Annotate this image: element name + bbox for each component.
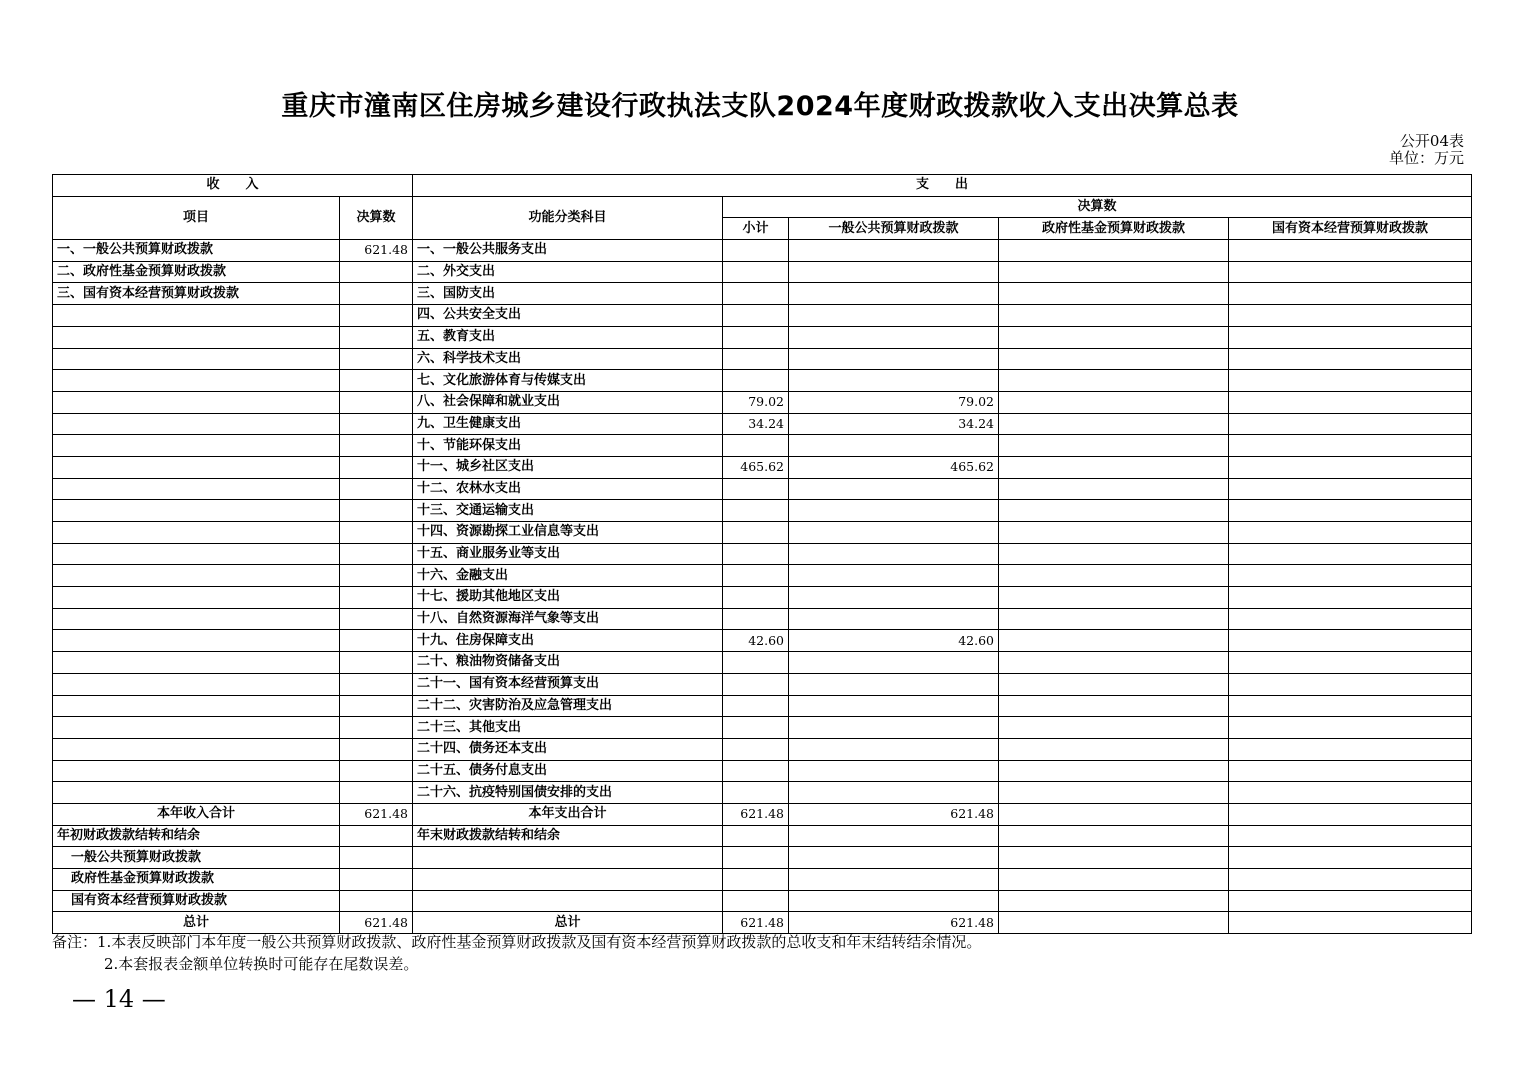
income-item <box>53 522 340 544</box>
income-amount <box>340 261 413 283</box>
state-capital-value <box>1229 652 1472 674</box>
income-amount <box>340 760 413 782</box>
page-number: — 14 — <box>72 985 166 1013</box>
subtotal-header: 小计 <box>723 218 789 240</box>
grand-general-value: 621.48 <box>789 912 999 934</box>
gov-fund-value <box>999 738 1229 760</box>
income-item <box>53 565 340 587</box>
income-amount <box>340 717 413 739</box>
empty-cell <box>340 869 413 891</box>
income-amount <box>340 587 413 609</box>
income-item <box>53 717 340 739</box>
carry-sub-row <box>53 869 1472 891</box>
income-amount <box>340 370 413 392</box>
annual-expense-total-label: 本年支出合计 <box>413 803 723 825</box>
income-amount <box>340 565 413 587</box>
empty-cell <box>1229 869 1472 891</box>
carry-sub-row <box>53 847 1472 869</box>
state-capital-value <box>1229 565 1472 587</box>
table-row <box>53 305 1472 327</box>
table-row <box>53 543 1472 565</box>
table-row <box>53 630 1472 652</box>
expense-subject: 一、一般公共服务支出 <box>413 240 723 262</box>
empty-cell <box>1229 847 1472 869</box>
table-row <box>53 456 1472 478</box>
general-value <box>789 565 999 587</box>
subtotal-value <box>723 261 789 283</box>
note-1: 备注：1.本表反映部门本年度一般公共预算财政拨款、政府性基金预算财政拨款及国有资本经营预算财政拨款的总收支和年末结转结余情况。 <box>52 933 982 951</box>
income-item <box>53 391 340 413</box>
state-capital-value <box>1229 500 1472 522</box>
table-row <box>53 261 1472 283</box>
empty-cell <box>723 847 789 869</box>
subtotal-value <box>723 760 789 782</box>
expense-subject: 十三、交通运输支出 <box>413 500 723 522</box>
income-item <box>53 500 340 522</box>
empty-cell <box>340 847 413 869</box>
income-amount <box>340 305 413 327</box>
expense-subject: 九、卫生健康支出 <box>413 413 723 435</box>
table-row <box>53 587 1472 609</box>
empty-cell <box>789 869 999 891</box>
income-amount <box>340 630 413 652</box>
subtotal-value <box>723 782 789 804</box>
expense-subject: 十六、金融支出 <box>413 565 723 587</box>
income-item <box>53 782 340 804</box>
state-capital-value <box>1229 370 1472 392</box>
expense-subject: 二十四、债务还本支出 <box>413 738 723 760</box>
empty-cell <box>999 869 1229 891</box>
grand-income-total-value: 621.48 <box>340 912 413 934</box>
end-carry-value <box>999 825 1229 847</box>
expense-subject: 二十、粮油物资储备支出 <box>413 652 723 674</box>
subtotal-value: 42.60 <box>723 630 789 652</box>
empty-cell <box>999 890 1229 912</box>
carry-sub-item: 政府性基金预算财政拨款 <box>53 869 340 891</box>
general-header: 一般公共预算财政拨款 <box>789 218 999 240</box>
income-item <box>53 348 340 370</box>
state-capital-value <box>1229 587 1472 609</box>
general-value <box>789 500 999 522</box>
begin-carry-value <box>340 825 413 847</box>
header-row-1 <box>53 175 1472 197</box>
amount-header: 决算数 <box>340 196 413 239</box>
table-row <box>53 391 1472 413</box>
subtotal-value <box>723 695 789 717</box>
gov-fund-value <box>999 500 1229 522</box>
income-item: 二、政府性基金预算财政拨款 <box>53 261 340 283</box>
gov-fund-value <box>999 283 1229 305</box>
annual-general-value: 621.48 <box>789 803 999 825</box>
empty-cell <box>723 869 789 891</box>
general-value <box>789 326 999 348</box>
annual-subtotal-value: 621.48 <box>723 803 789 825</box>
income-item <box>53 326 340 348</box>
table-row <box>53 370 1472 392</box>
gov-fund-value <box>999 717 1229 739</box>
gov-fund-value <box>999 348 1229 370</box>
state-capital-value <box>1229 283 1472 305</box>
gov-fund-value <box>999 652 1229 674</box>
income-amount <box>340 695 413 717</box>
income-item <box>53 435 340 457</box>
grand-expense-total-label: 总计 <box>413 912 723 934</box>
income-amount <box>340 348 413 370</box>
gov-fund-value <box>999 782 1229 804</box>
income-amount: 621.48 <box>340 240 413 262</box>
income-amount <box>340 478 413 500</box>
general-value <box>789 240 999 262</box>
expense-subject: 十七、援助其他地区支出 <box>413 587 723 609</box>
income-amount <box>340 738 413 760</box>
state-capital-value <box>1229 240 1472 262</box>
expense-subject: 十四、资源勘探工业信息等支出 <box>413 522 723 544</box>
income-amount <box>340 608 413 630</box>
empty-cell <box>789 847 999 869</box>
annual-state-capital-value <box>1229 803 1472 825</box>
general-value <box>789 543 999 565</box>
grand-income-total-label: 总计 <box>53 912 340 934</box>
income-amount <box>340 435 413 457</box>
subtotal-value <box>723 240 789 262</box>
subtotal-value <box>723 608 789 630</box>
expense-subject: 五、教育支出 <box>413 326 723 348</box>
gov-fund-value <box>999 326 1229 348</box>
general-value <box>789 305 999 327</box>
income-item: 一、一般公共预算财政拨款 <box>53 240 340 262</box>
general-value <box>789 261 999 283</box>
general-value <box>789 738 999 760</box>
income-amount <box>340 782 413 804</box>
income-amount <box>340 543 413 565</box>
subtotal-value <box>723 738 789 760</box>
table-row <box>53 673 1472 695</box>
expense-subject: 十八、自然资源海洋气象等支出 <box>413 608 723 630</box>
func-subject-header: 功能分类科目 <box>413 196 723 239</box>
subtotal-value: 34.24 <box>723 413 789 435</box>
state-capital-value <box>1229 782 1472 804</box>
subtotal-value <box>723 522 789 544</box>
annual-income-total-value: 621.48 <box>340 803 413 825</box>
income-item <box>53 760 340 782</box>
expense-subject: 十一、城乡社区支出 <box>413 456 723 478</box>
gov-fund-value <box>999 435 1229 457</box>
state-capital-value <box>1229 478 1472 500</box>
general-value <box>789 760 999 782</box>
item-header: 项目 <box>53 196 340 239</box>
gov-fund-value <box>999 305 1229 327</box>
budget-table <box>52 174 1472 934</box>
state-capital-value <box>1229 608 1472 630</box>
expense-subject: 十五、商业服务业等支出 <box>413 543 723 565</box>
gov-fund-value <box>999 760 1229 782</box>
subtotal-value: 465.62 <box>723 456 789 478</box>
subtotal-value <box>723 673 789 695</box>
expense-subject: 四、公共安全支出 <box>413 305 723 327</box>
state-capital-value <box>1229 348 1472 370</box>
income-amount <box>340 673 413 695</box>
state-capital-value <box>1229 543 1472 565</box>
table-row <box>53 522 1472 544</box>
income-item <box>53 738 340 760</box>
annual-income-total-label: 本年收入合计 <box>53 803 340 825</box>
subtotal-value <box>723 283 789 305</box>
state-capital-value <box>1229 717 1472 739</box>
table-row <box>53 738 1472 760</box>
expense-subject: 八、社会保障和就业支出 <box>413 391 723 413</box>
income-item <box>53 630 340 652</box>
end-carry-label: 年末财政拨款结转和结余 <box>413 825 723 847</box>
end-carry-value <box>1229 825 1472 847</box>
table-row <box>53 326 1472 348</box>
general-value <box>789 435 999 457</box>
expense-subject: 十二、农林水支出 <box>413 478 723 500</box>
income-amount <box>340 522 413 544</box>
expense-subject: 二、外交支出 <box>413 261 723 283</box>
gov-fund-value <box>999 240 1229 262</box>
general-value <box>789 673 999 695</box>
expense-subject: 二十一、国有资本经营预算支出 <box>413 673 723 695</box>
gov-fund-value <box>999 391 1229 413</box>
state-capital-value <box>1229 630 1472 652</box>
table-row <box>53 500 1472 522</box>
page-title: 重庆市潼南区住房城乡建设行政执法支队2024年度财政拨款收入支出决算总表 <box>281 91 1239 122</box>
state-capital-value <box>1229 673 1472 695</box>
subtotal-value <box>723 326 789 348</box>
expense-subject: 二十三、其他支出 <box>413 717 723 739</box>
gov-fund-value <box>999 478 1229 500</box>
state-capital-value <box>1229 435 1472 457</box>
general-value <box>789 522 999 544</box>
subtotal-value <box>723 717 789 739</box>
empty-cell <box>413 890 723 912</box>
expense-subject: 七、文化旅游体育与传媒支出 <box>413 370 723 392</box>
table-row <box>53 435 1472 457</box>
general-value <box>789 478 999 500</box>
subtotal-value <box>723 652 789 674</box>
table-row <box>53 478 1472 500</box>
general-value <box>789 283 999 305</box>
expense-header: 支 出 <box>413 175 1472 197</box>
gov-fund-value <box>999 261 1229 283</box>
general-value <box>789 348 999 370</box>
empty-cell <box>999 847 1229 869</box>
general-value: 42.60 <box>789 630 999 652</box>
income-item <box>53 695 340 717</box>
end-carry-value <box>723 825 789 847</box>
subtotal-value <box>723 305 789 327</box>
subtotal-value <box>723 543 789 565</box>
expense-subject: 二十二、灾害防治及应急管理支出 <box>413 695 723 717</box>
expense-subject: 六、科学技术支出 <box>413 348 723 370</box>
income-item <box>53 652 340 674</box>
state-capital-value <box>1229 695 1472 717</box>
income-amount <box>340 326 413 348</box>
carry-sub-row <box>53 890 1472 912</box>
gov-fund-header: 政府性基金预算财政拨款 <box>999 218 1229 240</box>
expense-subject: 二十五、债务付息支出 <box>413 760 723 782</box>
state-capital-value <box>1229 760 1472 782</box>
annual-gov-fund-value <box>999 803 1229 825</box>
general-value <box>789 652 999 674</box>
state-capital-value <box>1229 305 1472 327</box>
income-item <box>53 673 340 695</box>
empty-cell <box>413 869 723 891</box>
grand-gov-fund-value <box>999 912 1229 934</box>
table-row <box>53 565 1472 587</box>
table-row <box>53 782 1472 804</box>
general-value <box>789 370 999 392</box>
gov-fund-value <box>999 456 1229 478</box>
header-row-2 <box>53 196 1472 218</box>
income-item <box>53 413 340 435</box>
general-value <box>789 608 999 630</box>
income-amount <box>340 413 413 435</box>
income-amount <box>340 456 413 478</box>
income-item <box>53 456 340 478</box>
gov-fund-value <box>999 522 1229 544</box>
table-row <box>53 760 1472 782</box>
table-row <box>53 695 1472 717</box>
gov-fund-value <box>999 587 1229 609</box>
general-value <box>789 695 999 717</box>
state-capital-value <box>1229 326 1472 348</box>
table-row <box>53 652 1472 674</box>
gov-fund-value <box>999 630 1229 652</box>
table-row <box>53 348 1472 370</box>
state-capital-value <box>1229 413 1472 435</box>
expense-subject: 二十六、抗疫特别国债安排的支出 <box>413 782 723 804</box>
end-carry-value <box>789 825 999 847</box>
grand-subtotal-value: 621.48 <box>723 912 789 934</box>
subtotal-value <box>723 565 789 587</box>
gov-fund-value <box>999 695 1229 717</box>
income-amount <box>340 283 413 305</box>
gov-fund-value <box>999 673 1229 695</box>
notes <box>52 931 981 975</box>
state-capital-value <box>1229 391 1472 413</box>
subtotal-value <box>723 435 789 457</box>
grand-state-capital-value <box>1229 912 1472 934</box>
income-item <box>53 543 340 565</box>
income-amount <box>340 500 413 522</box>
gov-fund-value <box>999 608 1229 630</box>
general-value <box>789 587 999 609</box>
income-amount <box>340 391 413 413</box>
gov-fund-value <box>999 565 1229 587</box>
general-value: 79.02 <box>789 391 999 413</box>
empty-cell <box>413 847 723 869</box>
subtotal-value <box>723 370 789 392</box>
income-header: 收 入 <box>53 175 413 197</box>
income-amount <box>340 652 413 674</box>
income-item <box>53 305 340 327</box>
state-capital-value <box>1229 456 1472 478</box>
table-row <box>53 240 1472 262</box>
income-item <box>53 370 340 392</box>
subtotal-value <box>723 348 789 370</box>
gov-fund-value <box>999 370 1229 392</box>
income-item <box>53 587 340 609</box>
state-capital-value <box>1229 522 1472 544</box>
empty-cell <box>340 890 413 912</box>
gov-fund-value <box>999 413 1229 435</box>
carry-row <box>53 825 1472 847</box>
table-row <box>53 413 1472 435</box>
general-value <box>789 717 999 739</box>
income-item <box>53 478 340 500</box>
subtotal-value <box>723 478 789 500</box>
general-value <box>789 782 999 804</box>
state-capital-header: 国有资本经营预算财政拨款 <box>1229 218 1472 240</box>
state-capital-value <box>1229 261 1472 283</box>
general-value: 465.62 <box>789 456 999 478</box>
expense-subject: 十九、住房保障支出 <box>413 630 723 652</box>
empty-cell <box>789 890 999 912</box>
subtotal-value <box>723 587 789 609</box>
final-amount-header: 决算数 <box>723 196 1472 218</box>
state-capital-value <box>1229 738 1472 760</box>
subtotal-value <box>723 500 789 522</box>
expense-subject: 三、国防支出 <box>413 283 723 305</box>
expense-subject: 十、节能环保支出 <box>413 435 723 457</box>
general-value: 34.24 <box>789 413 999 435</box>
unit-label: 单位：万元 <box>1388 149 1464 167</box>
table-row <box>53 283 1472 305</box>
form-code: 公开04表 <box>1399 132 1464 150</box>
annual-total-row <box>53 803 1472 825</box>
gov-fund-value <box>999 543 1229 565</box>
income-item: 三、国有资本经营预算财政拨款 <box>53 283 340 305</box>
carry-sub-item: 一般公共预算财政拨款 <box>53 847 340 869</box>
subtotal-value: 79.02 <box>723 391 789 413</box>
income-item <box>53 608 340 630</box>
carry-sub-item: 国有资本经营预算财政拨款 <box>53 890 340 912</box>
begin-carry-label: 年初财政拨款结转和结余 <box>53 825 340 847</box>
table-row <box>53 608 1472 630</box>
table-row <box>53 717 1472 739</box>
empty-cell <box>1229 890 1472 912</box>
note-2: 2.本套报表金额单位转换时可能存在尾数误差。 <box>104 955 419 973</box>
empty-cell <box>723 890 789 912</box>
